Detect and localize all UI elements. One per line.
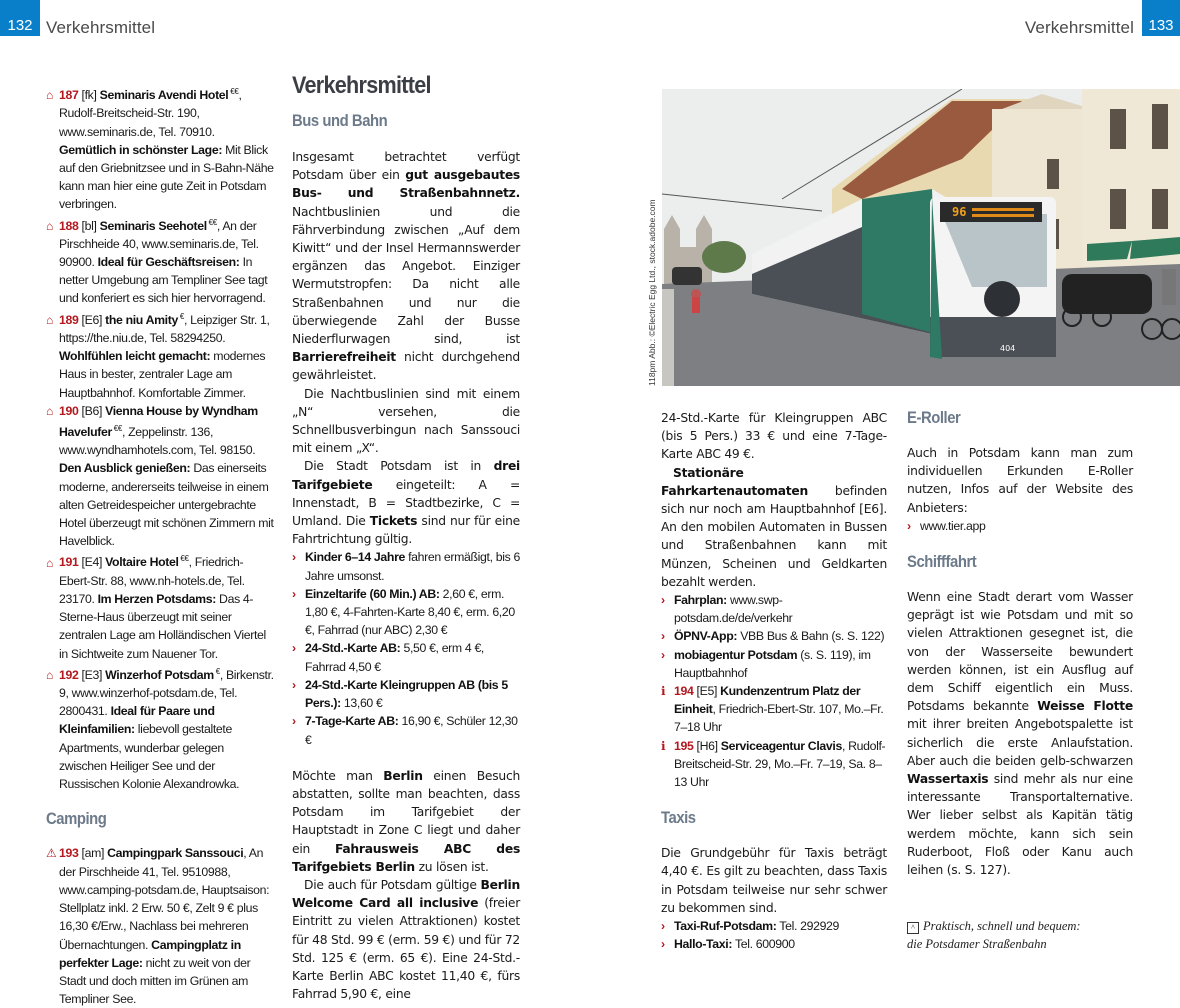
eroller-link[interactable]: www.tier.app bbox=[920, 518, 986, 533]
paragraph: 24-Std.-Karte für Kleingruppen ABC (bis 5 Pers.) 33 € und eine 7-Tage-Karte ABC 49 €. bbox=[661, 411, 887, 462]
up-arrow-box-icon: ^ bbox=[907, 922, 919, 934]
entry-details: , Birkenstr. 9, www.winzerhof-potsdam.de, Tel. 2800431. bbox=[59, 667, 274, 719]
item-text: Tel. 292929 bbox=[776, 919, 840, 934]
transport-info-column bbox=[661, 409, 887, 953]
text: einen Besuch abstatten, sollte man beachten, dass Potsdam im Tarifgebiet der Hauptstadt in Zone C liegt und daher ein bbox=[292, 768, 520, 856]
price-category: € bbox=[178, 311, 184, 321]
main-text-column bbox=[292, 72, 520, 1003]
transport-link-item bbox=[661, 591, 887, 627]
taxi-body bbox=[661, 844, 887, 917]
tram-fleet-number: 404 bbox=[1000, 344, 1016, 353]
entry-details: , Rudolf-Breitscheid-Str. 190, www.seminaris.de, Tel. 70910. bbox=[59, 88, 242, 139]
entry-highlight: Den Ausblick genießen: bbox=[59, 461, 191, 476]
eroller-ship-column bbox=[907, 409, 1133, 953]
text: Wenn eine Stadt derart vom Wasser geprägt ist wie Potsdam und mit so vielen Attraktionen gesegnet ist, die von der Wasserseite bewundert werden können, ist ein Ausflug auf dem Schiff eigentlich ein Muss. Potsdams bekannte bbox=[907, 590, 1133, 714]
chevron-right-icon: › bbox=[661, 919, 665, 934]
entry-highlight: Gemütlich in schönster Lage: bbox=[59, 142, 223, 157]
entry-text: Das 4-Sterne-Haus überzeugt mit seiner zentralen Lage am Holländischen Viertel in Sichtweite zum Nauener Tor. bbox=[59, 591, 266, 661]
hotel-entry bbox=[46, 308, 274, 402]
item-text: (s. S. 119), im Hauptbahnhof bbox=[674, 647, 871, 680]
entry-name: Seminaris Seehotel bbox=[99, 218, 207, 233]
tree bbox=[702, 241, 746, 273]
eroller-body bbox=[907, 444, 1133, 517]
entry-text: In netter Umgebung am Templiner See tagt und konferiert es sich hier hervorragend. bbox=[59, 255, 268, 306]
text: nicht durchgehend gewährleistet. bbox=[292, 350, 520, 383]
entry-highlight: Campingplatz in perfekter Lage: bbox=[59, 937, 241, 970]
item-text: Tel. 600900 bbox=[732, 937, 795, 952]
hotel-listings-column bbox=[46, 83, 274, 1008]
entry-text: Mit Blick auf den Griebnitzsee und in S-Bahn-Nähe kann man hier eine gute Zeit in Potsdam verbringen. bbox=[59, 142, 274, 212]
photo-caption bbox=[907, 917, 1133, 953]
entry-details: , Friedrich-Ebert-Str. 88, www.nh-hotels.de, Tel. 23170. bbox=[59, 555, 245, 606]
camping-entry bbox=[46, 844, 274, 1008]
text: Die Stadt Potsdam ist in bbox=[304, 459, 494, 474]
entry-highlight: Ideal für Paare und Kleinfamilien: bbox=[59, 704, 215, 737]
info-entry bbox=[661, 737, 887, 792]
entry-number: 192 bbox=[59, 667, 79, 682]
running-title-left: Verkehrsmittel bbox=[46, 18, 156, 37]
taxi-heading: Taxis bbox=[661, 809, 696, 828]
text: Möchte man bbox=[292, 768, 384, 783]
text: Die auch für Potsdam gültige bbox=[304, 877, 481, 892]
entry-highlight: Wohlfühlen leicht gemacht: bbox=[59, 349, 211, 364]
text: (freier Eintritt zu vielen Attraktionen) kostet für 48 Std. 99 € (erm. 59 €) und für 72 Std. 125 € (erm. 65 €). Eine 24-Std.-Karte Berlin ABC kostet 11,40 €, fürs Fahrrad 5,90 €, eine bbox=[292, 896, 520, 1002]
grid-ref: [bl] bbox=[81, 218, 97, 233]
item-label: Fahrplan: bbox=[674, 593, 727, 608]
chevron-right-icon: › bbox=[907, 518, 911, 533]
text: sind mehr als nur eine interessante Transportalternative. Wer lieber selbst als Kapitän tätig werdem möchte, kann sich sein Ruderboot, Floß oder Kanu auch leihen (s. S. 127). bbox=[907, 772, 1133, 878]
tram-logo bbox=[984, 281, 1020, 317]
entry-details: , An der Pirschheide 41, Tel. 9510988, www.camping-potsdam.de, Hauptsaison: Stellplatz inkl. 2 Erw. 50 €, Zelt 9 € plus 16,30 €/Erw., Nachlass bei mehreren Übernachtungen. bbox=[59, 846, 270, 952]
running-title-right: Verkehrsmittel bbox=[1024, 18, 1134, 37]
item-text: 2,60 €, erm. 1,80 €, 4-Fahrten-Karte 8,40 €, erm. 6,20 €, Fahrrad (nur ABC) 2,30 € bbox=[305, 586, 515, 638]
item-text: VBB Bus & Bahn (s. S. 122) bbox=[737, 629, 885, 644]
entry-text: , Rudolf-Breitscheid-Str. 29, Mo.–Fr. 7–19, Sa. 8–13 Uhr bbox=[674, 738, 886, 790]
page-number-left bbox=[0, 0, 40, 36]
paragraph bbox=[907, 588, 1133, 879]
hotel-icon: ⌂ bbox=[46, 88, 53, 103]
entry-number: 193 bbox=[59, 846, 79, 861]
chevron-right-icon: › bbox=[661, 629, 665, 644]
entry-name: Kundenzentrum Platz der Einheit bbox=[674, 684, 861, 717]
price-category: €€ bbox=[111, 423, 122, 433]
camping-heading: Camping bbox=[46, 810, 107, 829]
bold-text: Tickets bbox=[369, 514, 418, 529]
info-icon: ℹ bbox=[661, 684, 666, 699]
entry-text: Das einerseits moderne, andererseits teilweise in einem alten Getreidespeicher untergebrachte Hotel überzeugt mit schönen Zimmern mit Havelblick. bbox=[59, 461, 274, 549]
tariff-item bbox=[292, 585, 520, 640]
bold-text: Stationäre Fahrkartenautomaten bbox=[661, 465, 809, 498]
entry-number: 191 bbox=[59, 555, 79, 570]
chevron-right-icon: › bbox=[292, 677, 296, 692]
entry-name: Serviceagentur Clavis bbox=[720, 738, 842, 753]
grid-ref: [E4] bbox=[81, 555, 103, 570]
entry-text: , Friedrich-Ebert-Str. 107, Mo.–Fr. 7–18 Uhr bbox=[674, 702, 884, 735]
hotel-icon: ⌂ bbox=[46, 312, 53, 327]
entry-text: liebevoll gestaltete Apartments, wunderbar gelegen zwischen Heiliger See und der Russischen Kolonie Alexandrowka. bbox=[59, 722, 240, 792]
entry-highlight: Im Herzen Potsdams: bbox=[97, 591, 216, 606]
entry-number: 195 bbox=[674, 738, 694, 753]
bus-body bbox=[292, 148, 520, 548]
item-text: fahren ermäßigt, bis 6 Jahre umsonst. bbox=[305, 550, 520, 583]
item-label: Hallo-Taxi: bbox=[674, 937, 733, 952]
entry-name: the niu Amity bbox=[105, 312, 178, 327]
item-label: 24-Std.-Karte Kleingruppen AB (bis 5 Pers.): bbox=[305, 677, 508, 711]
transport-link-item bbox=[661, 646, 887, 682]
caption-line-2: die Potsdamer Straßenbahn bbox=[907, 937, 1047, 952]
entry-name: Voltaire Hotel bbox=[105, 555, 179, 570]
chevron-right-icon: › bbox=[661, 937, 665, 952]
eroller-link-item[interactable] bbox=[907, 517, 1133, 535]
info-entry bbox=[661, 682, 887, 737]
entry-details: , Leipziger Str. 1, https://the.niu.de, Tel. 58294250. bbox=[59, 312, 270, 345]
item-label: ÖPNV-App: bbox=[674, 629, 738, 644]
page-title: Verkehrsmittel bbox=[292, 72, 431, 99]
bold-text: Berlin Welcome Card all inclusive bbox=[292, 877, 520, 911]
bold-text: Fahrausweis ABC des Tarifgebiets Berlin bbox=[292, 841, 521, 874]
item-label: 24-Std.-Karte AB: bbox=[305, 641, 401, 656]
entry-number: 187 bbox=[59, 88, 79, 103]
item-label: 7-Tage-Karte AB: bbox=[305, 714, 399, 729]
photo-credit-text: 118pm Abb.: ©Electric Egg Ltd., stock.adobe.com bbox=[647, 199, 657, 386]
tariff-list bbox=[292, 548, 520, 748]
chevron-right-icon: › bbox=[292, 586, 296, 601]
chevron-right-icon: › bbox=[292, 641, 296, 656]
paragraph bbox=[661, 464, 887, 591]
text: Insgesamt betrachtet verfügt Potsdam über ein bbox=[292, 150, 520, 183]
paragraph: Die Nachtbuslinien sind mit einem „N“ versehen, die Schnellbusverbingun nach Sanssouci mit einem „X“. bbox=[292, 386, 520, 456]
eroller-heading: E-Roller bbox=[907, 409, 961, 427]
info-center-list bbox=[661, 682, 887, 791]
bold-text: gut ausgebautes Bus- und Straßenbahnnetz. bbox=[292, 168, 520, 201]
item-label: mobiagentur Potsdam bbox=[674, 647, 798, 662]
hotel-entry bbox=[46, 550, 274, 662]
tariff-item bbox=[292, 712, 520, 748]
item-text: 13,60 € bbox=[340, 696, 383, 711]
text: mit ihrer breiten Angebotspalette ist sicherlich die erste Anlaufstation. Aber auch die beiden gelb-schwarzen bbox=[907, 717, 1133, 768]
bold-text: Weisse Flotte bbox=[1037, 699, 1133, 714]
hotel-entry bbox=[46, 83, 274, 214]
hotel-entry bbox=[46, 402, 274, 551]
taxi-item bbox=[661, 935, 887, 953]
ship-heading: Schifffahrt bbox=[907, 553, 977, 572]
item-label: Kinder 6–14 Jahre bbox=[305, 550, 405, 565]
bus-heading: Bus und Bahn bbox=[292, 112, 388, 130]
tariff-item bbox=[292, 676, 520, 712]
tram-photo bbox=[662, 89, 1180, 386]
entry-details: , An der Pirschheide 40, www.seminaris.de, Tel. 90900. bbox=[59, 218, 259, 270]
entry-number: 190 bbox=[59, 403, 79, 418]
entry-number: 188 bbox=[59, 218, 79, 233]
transport-link-item bbox=[661, 627, 887, 645]
grid-ref: [B6] bbox=[81, 403, 103, 418]
transport-link-list bbox=[661, 591, 887, 682]
grid-ref: [fk] bbox=[81, 88, 97, 103]
page-number-right bbox=[1142, 0, 1180, 36]
paragraph bbox=[292, 148, 520, 385]
paragraph bbox=[292, 876, 520, 1003]
hotel-list bbox=[46, 83, 274, 793]
text: sind nur für eine Fahrtrichtung gültig. bbox=[292, 514, 520, 547]
price-category: €€ bbox=[206, 217, 217, 227]
item-text: 16,90 €, Schüler 12,30 € bbox=[305, 714, 518, 747]
taxi-item bbox=[661, 917, 887, 935]
berlin-body bbox=[292, 767, 520, 1004]
hotel-icon: ⌂ bbox=[46, 218, 53, 233]
bold-text: Barrierefreiheit bbox=[292, 350, 396, 365]
bold-text: drei Tarifgebiete bbox=[292, 459, 520, 492]
entry-name: Winzerhof Potsdam bbox=[105, 667, 214, 682]
tariff-item bbox=[292, 639, 520, 675]
grid-ref: [E5] bbox=[696, 684, 718, 699]
entry-number: 194 bbox=[674, 684, 694, 699]
item-text: www.swp-potsdam.de/de/verkehr bbox=[674, 593, 793, 626]
hotel-entry bbox=[46, 663, 274, 794]
entry-text: modernes Haus in bester, zentraler Lage am Hauptbahnhof. Komfortable Zimmer. bbox=[59, 349, 266, 400]
chevron-right-icon: › bbox=[661, 647, 665, 662]
paragraph: Auch in Potsdam kann man zum individuellen Erkunden E-Roller nutzen, Infos auf der Website des Anbieters: bbox=[907, 446, 1133, 515]
item-label: Einzeltarife (60 Min.) AB: bbox=[305, 586, 440, 601]
paragraph bbox=[292, 457, 520, 548]
price-category: €€ bbox=[178, 554, 189, 564]
tram-street-illustration bbox=[662, 89, 1180, 386]
price-category: € bbox=[213, 666, 220, 676]
entry-name: Campingpark Sanssouci bbox=[107, 846, 244, 861]
page-number-right-text: 133 bbox=[1148, 17, 1174, 34]
grid-ref: [E3] bbox=[81, 667, 103, 682]
caption-line-1: Praktisch, schnell und bequem: bbox=[923, 919, 1081, 934]
tram-line-number: 96 bbox=[952, 205, 967, 219]
text: befinden sich nur noch am Hauptbahnhof [E6]. An den mobilen Automaten in Bussen und Straßenbahnen kann mit Münzen, Scheinen und Geldkarten bezahlt werden. bbox=[661, 483, 887, 589]
grid-ref: [H6] bbox=[696, 738, 718, 753]
page-number-left-text: 132 bbox=[7, 17, 33, 34]
text: eingeteilt: A = Innenstadt, B = Stadtbezirke, C = Umland. Die bbox=[292, 477, 520, 529]
entry-name: Vienna House by Wyndham Havelufer bbox=[59, 403, 258, 440]
paragraph: Die Grundgebühr für Taxis beträgt 4,40 €. Es gilt zu beachten, dass Taxis in Potsdam teilweise nur sehr schwer zu bekommen sind. bbox=[661, 846, 887, 915]
text: zu lösen ist. bbox=[414, 859, 489, 874]
hotel-entry bbox=[46, 214, 274, 308]
item-label: Taxi-Ruf-Potsdam: bbox=[674, 919, 777, 934]
grid-ref: [am] bbox=[81, 846, 105, 861]
hotel-icon: ⌂ bbox=[46, 403, 53, 418]
entry-highlight: Ideal für Geschäftsreisen: bbox=[97, 255, 240, 270]
info-icon: ℹ bbox=[661, 738, 666, 753]
chevron-right-icon: › bbox=[292, 550, 296, 565]
ship-body bbox=[907, 588, 1133, 879]
entry-text: nicht zu weit von der Stadt und doch mitten im Grünen am Templiner See. bbox=[59, 955, 251, 1007]
grid-ref: [E6] bbox=[81, 312, 103, 327]
entry-details: , Zeppelinstr. 136, www.wyndhamhotels.com, Tel. 98150. bbox=[59, 425, 256, 458]
hotel-icon: ⌂ bbox=[46, 667, 53, 682]
entry-name: Seminaris Avendi Hotel bbox=[99, 88, 229, 103]
bold-text: Wassertaxis bbox=[907, 772, 989, 787]
item-text: 5,50 €, erm 4 €, Fahrrad 4,50 € bbox=[305, 641, 484, 674]
hotel-icon: ⌂ bbox=[46, 555, 53, 570]
photo-credit bbox=[646, 186, 660, 386]
bold-text: Berlin bbox=[383, 768, 423, 783]
tariff-item bbox=[292, 548, 520, 584]
price-category: €€ bbox=[228, 87, 239, 96]
camping-tent-icon: ⚠ bbox=[46, 846, 57, 861]
col3-body bbox=[661, 409, 887, 591]
chevron-right-icon: › bbox=[292, 714, 296, 729]
paragraph bbox=[292, 767, 520, 876]
text: Nachtbuslinien und die Fährverbindung zwischen „Auf dem Kiwitt“ und der Insel Hermannswerder ergänzen das Angebot. Einziger Wermutstropfen: Da nicht alle Straßenbahnen und nur die überwiegende Zahl der Busse Niederflurwagen sind, ist bbox=[292, 204, 520, 347]
eroller-link-list bbox=[907, 517, 1133, 535]
entry-number: 189 bbox=[59, 312, 79, 327]
taxi-list bbox=[661, 917, 887, 953]
chevron-right-icon: › bbox=[661, 593, 665, 608]
